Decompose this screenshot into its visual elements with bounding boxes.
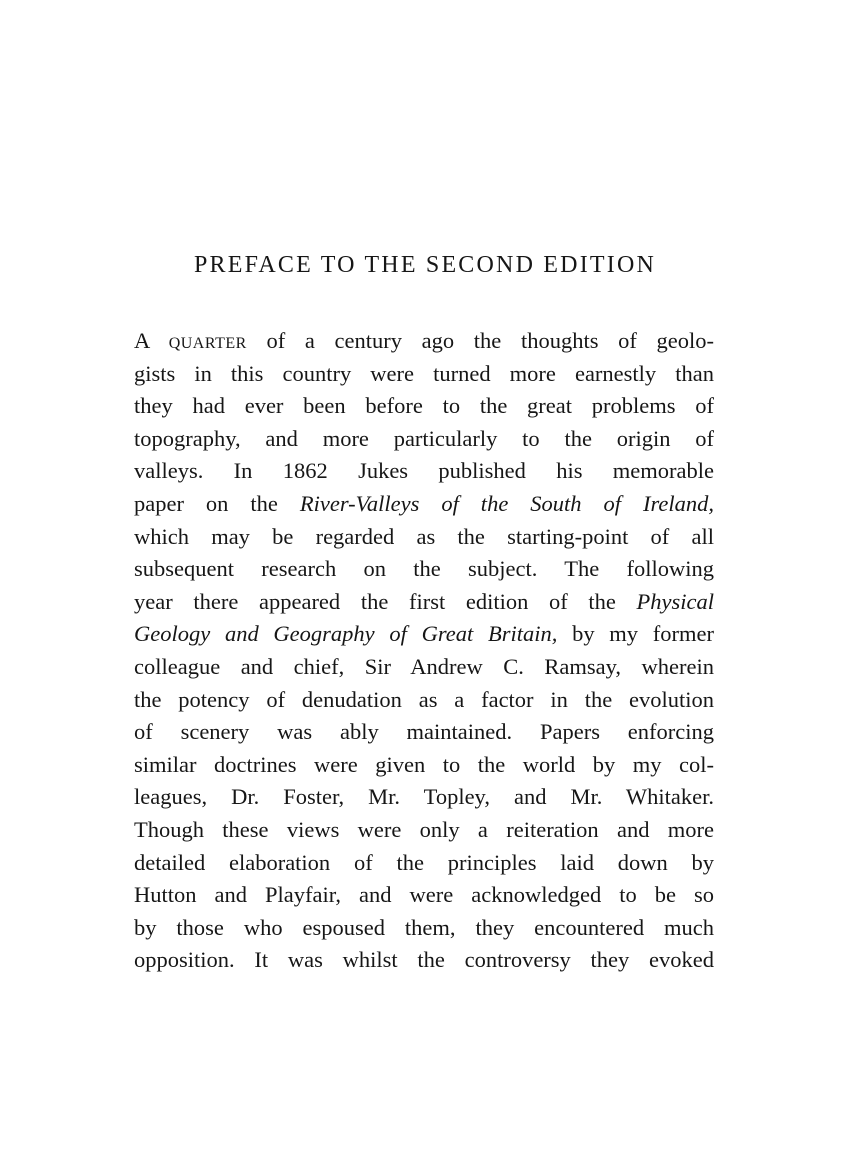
text-line: which may be regarded as the starting-point of all xyxy=(134,523,714,549)
text-line: of scenery was ably maintained. Papers enforcing xyxy=(134,719,714,745)
text-line: by those who espoused them, they encountered much xyxy=(134,914,714,940)
text-line: Hutton and Playfair, and were acknowledged to be so xyxy=(134,882,714,908)
preface-paragraph xyxy=(134,325,714,977)
text-line: Though these views were only a reiteration and more xyxy=(134,816,714,842)
text-line: the potency of denudation as a factor in the evolution xyxy=(134,686,714,712)
text-line: topography, and more particularly to the origin of xyxy=(134,425,714,451)
text-line xyxy=(134,586,714,619)
text-line: subsequent research on the subject. The following xyxy=(134,556,714,582)
text-line: opposition. It was whilst the controversy they evoked xyxy=(134,947,714,973)
text-line: detailed elaboration of the principles laid down by xyxy=(134,849,714,875)
text-line: colleague and chief, Sir Andrew C. Ramsay, wherein xyxy=(134,653,714,679)
small-caps-opening: quarter xyxy=(168,328,247,353)
text-segment: paper on the xyxy=(134,490,300,516)
text-segment: A xyxy=(134,328,169,353)
text-line xyxy=(134,325,714,358)
text-segment: year there appeared the first edition of the xyxy=(134,588,637,614)
text-line xyxy=(134,618,714,651)
text-line: valleys. In 1862 Jukes published his memorable xyxy=(134,458,714,484)
italic-title: River-Valleys of the South of Ireland, xyxy=(299,490,714,516)
text-line: they had ever been before to the great problems of xyxy=(134,393,714,419)
text-segment: of a century ago the thoughts of geolo- xyxy=(246,328,715,353)
text-segment: by my former xyxy=(557,621,714,647)
page-title: PREFACE TO THE SECOND EDITION xyxy=(193,252,657,278)
text-line xyxy=(134,488,714,521)
italic-title: Physical xyxy=(636,588,714,614)
text-line: similar doctrines were given to the world by my col- xyxy=(134,751,714,777)
italic-title: Geology and Geography of Great Britain, xyxy=(134,621,558,647)
text-line: gists in this country were turned more earnestly than xyxy=(134,360,714,386)
text-line: leagues, Dr. Foster, Mr. Topley, and Mr. Whitaker. xyxy=(134,784,714,810)
